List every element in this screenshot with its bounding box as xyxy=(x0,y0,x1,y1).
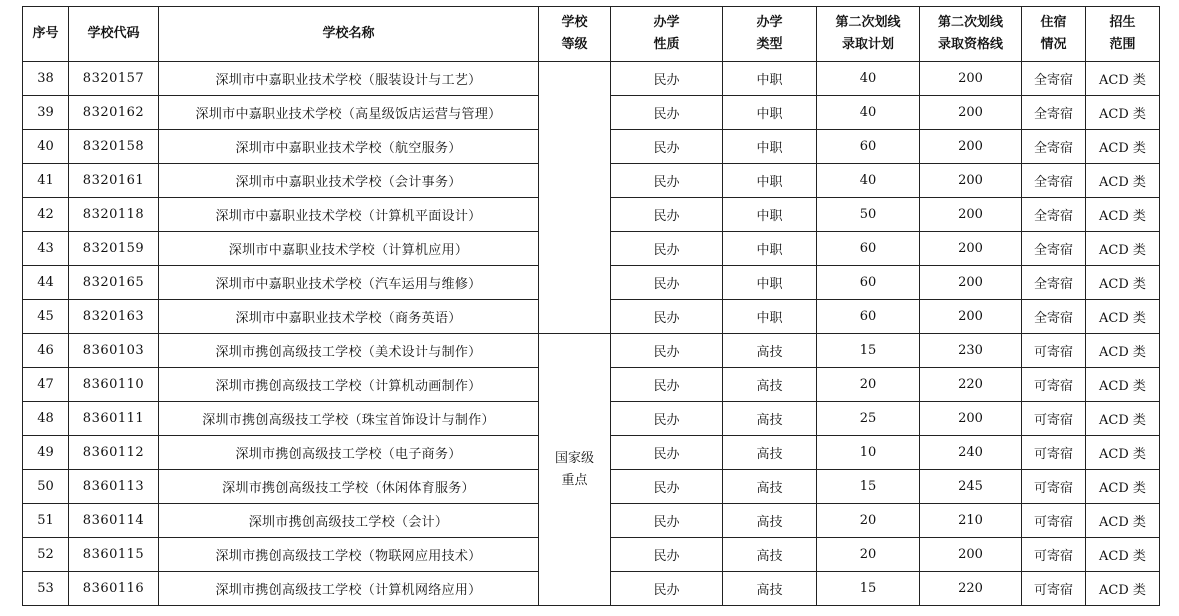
cell-score: 200 xyxy=(920,130,1022,164)
cell-score: 200 xyxy=(920,402,1022,436)
cell-school-name: 深圳市中嘉职业技术学校（航空服务） xyxy=(159,130,539,164)
cell-type: 中职 xyxy=(723,232,817,266)
cell-school-name: 深圳市中嘉职业技术学校（计算机平面设计） xyxy=(159,198,539,232)
cell-dorm: 可寄宿 xyxy=(1022,334,1086,368)
cell-plan: 60 xyxy=(817,130,920,164)
cell-plan: 60 xyxy=(817,232,920,266)
cell-plan: 15 xyxy=(817,334,920,368)
table-body xyxy=(23,62,1160,606)
cell-plan: 15 xyxy=(817,470,920,504)
cell-type: 高技 xyxy=(723,572,817,606)
cell-type: 中职 xyxy=(723,300,817,334)
cell-seq: 53 xyxy=(23,572,69,606)
cell-range: ACD 类 xyxy=(1086,368,1160,402)
cell-school-name: 深圳市携创高级技工学校（休闲体育服务） xyxy=(159,470,539,504)
cell-seq: 47 xyxy=(23,368,69,402)
cell-dorm: 全寄宿 xyxy=(1022,130,1086,164)
cell-code: 8360114 xyxy=(69,504,159,538)
cell-dorm: 全寄宿 xyxy=(1022,266,1086,300)
cell-range: ACD 类 xyxy=(1086,504,1160,538)
cell-score: 220 xyxy=(920,572,1022,606)
cell-seq: 46 xyxy=(23,334,69,368)
admission-table xyxy=(22,6,1160,606)
cell-nature: 民办 xyxy=(611,266,723,300)
cell-code: 8320165 xyxy=(69,266,159,300)
cell-school-name: 深圳市中嘉职业技术学校（汽车运用与维修） xyxy=(159,266,539,300)
cell-nature: 民办 xyxy=(611,504,723,538)
cell-type: 中职 xyxy=(723,62,817,96)
header-name: 学校名称 xyxy=(159,7,539,62)
cell-nature: 民办 xyxy=(611,470,723,504)
cell-seq: 44 xyxy=(23,266,69,300)
cell-school-name: 深圳市携创高级技工学校（计算机网络应用） xyxy=(159,572,539,606)
cell-plan: 15 xyxy=(817,572,920,606)
cell-school-name: 深圳市携创高级技工学校（物联网应用技术） xyxy=(159,538,539,572)
cell-score: 200 xyxy=(920,164,1022,198)
cell-code: 8320118 xyxy=(69,198,159,232)
cell-nature: 民办 xyxy=(611,572,723,606)
cell-type: 高技 xyxy=(723,368,817,402)
cell-range: ACD 类 xyxy=(1086,334,1160,368)
cell-score: 200 xyxy=(920,538,1022,572)
header-seq: 序号 xyxy=(23,7,69,62)
cell-range: ACD 类 xyxy=(1086,300,1160,334)
cell-code: 8320162 xyxy=(69,96,159,130)
cell-school-name: 深圳市携创高级技工学校（珠宝首饰设计与制作） xyxy=(159,402,539,436)
cell-range: ACD 类 xyxy=(1086,572,1160,606)
table-row xyxy=(23,62,1160,96)
cell-nature: 民办 xyxy=(611,232,723,266)
cell-school-name: 深圳市携创高级技工学校（会计） xyxy=(159,504,539,538)
cell-nature: 民办 xyxy=(611,436,723,470)
cell-type: 高技 xyxy=(723,504,817,538)
header-plan: 第二次划线 录取计划 xyxy=(817,7,920,62)
cell-code: 8360110 xyxy=(69,368,159,402)
cell-nature: 民办 xyxy=(611,300,723,334)
cell-score: 240 xyxy=(920,436,1022,470)
cell-type: 中职 xyxy=(723,198,817,232)
cell-range: ACD 类 xyxy=(1086,130,1160,164)
cell-school-name: 深圳市携创高级技工学校（美术设计与制作） xyxy=(159,334,539,368)
cell-score: 200 xyxy=(920,62,1022,96)
cell-range: ACD 类 xyxy=(1086,266,1160,300)
cell-dorm: 可寄宿 xyxy=(1022,368,1086,402)
admission-table-page xyxy=(22,6,1160,606)
cell-nature: 民办 xyxy=(611,368,723,402)
cell-score: 200 xyxy=(920,266,1022,300)
cell-level-group-1 xyxy=(539,62,611,334)
cell-type: 高技 xyxy=(723,538,817,572)
table-row xyxy=(23,334,1160,368)
cell-range: ACD 类 xyxy=(1086,198,1160,232)
cell-score: 200 xyxy=(920,96,1022,130)
cell-plan: 20 xyxy=(817,504,920,538)
cell-seq: 49 xyxy=(23,436,69,470)
cell-seq: 52 xyxy=(23,538,69,572)
cell-range: ACD 类 xyxy=(1086,96,1160,130)
cell-dorm: 全寄宿 xyxy=(1022,198,1086,232)
cell-dorm: 可寄宿 xyxy=(1022,538,1086,572)
header-code: 学校代码 xyxy=(69,7,159,62)
cell-seq: 45 xyxy=(23,300,69,334)
cell-code: 8360111 xyxy=(69,402,159,436)
cell-level-group-2: 国家级 重点 xyxy=(539,334,611,606)
cell-code: 8360112 xyxy=(69,436,159,470)
cell-dorm: 全寄宿 xyxy=(1022,232,1086,266)
header-row xyxy=(23,7,1160,62)
cell-range: ACD 类 xyxy=(1086,402,1160,436)
cell-dorm: 可寄宿 xyxy=(1022,470,1086,504)
cell-code: 8320159 xyxy=(69,232,159,266)
cell-school-name: 深圳市携创高级技工学校（电子商务） xyxy=(159,436,539,470)
cell-type: 中职 xyxy=(723,164,817,198)
cell-seq: 42 xyxy=(23,198,69,232)
cell-dorm: 全寄宿 xyxy=(1022,300,1086,334)
cell-dorm: 可寄宿 xyxy=(1022,504,1086,538)
cell-type: 高技 xyxy=(723,334,817,368)
cell-type: 高技 xyxy=(723,470,817,504)
cell-type: 中职 xyxy=(723,266,817,300)
header-level: 学校 等级 xyxy=(539,7,611,62)
cell-plan: 60 xyxy=(817,300,920,334)
header-score: 第二次划线 录取资格线 xyxy=(920,7,1022,62)
cell-school-name: 深圳市中嘉职业技术学校（高星级饭店运营与管理） xyxy=(159,96,539,130)
cell-dorm: 全寄宿 xyxy=(1022,62,1086,96)
cell-seq: 39 xyxy=(23,96,69,130)
cell-nature: 民办 xyxy=(611,334,723,368)
cell-score: 245 xyxy=(920,470,1022,504)
cell-code: 8360116 xyxy=(69,572,159,606)
cell-dorm: 全寄宿 xyxy=(1022,164,1086,198)
cell-code: 8320161 xyxy=(69,164,159,198)
header-dorm: 住宿 情况 xyxy=(1022,7,1086,62)
cell-school-name: 深圳市中嘉职业技术学校（会计事务） xyxy=(159,164,539,198)
cell-type: 高技 xyxy=(723,436,817,470)
cell-nature: 民办 xyxy=(611,164,723,198)
cell-code: 8320157 xyxy=(69,62,159,96)
cell-school-name: 深圳市中嘉职业技术学校（计算机应用） xyxy=(159,232,539,266)
cell-type: 中职 xyxy=(723,96,817,130)
cell-school-name: 深圳市中嘉职业技术学校（服装设计与工艺） xyxy=(159,62,539,96)
cell-seq: 41 xyxy=(23,164,69,198)
cell-plan: 20 xyxy=(817,368,920,402)
cell-nature: 民办 xyxy=(611,538,723,572)
cell-nature: 民办 xyxy=(611,198,723,232)
cell-nature: 民办 xyxy=(611,402,723,436)
cell-score: 200 xyxy=(920,300,1022,334)
cell-code: 8360103 xyxy=(69,334,159,368)
cell-plan: 40 xyxy=(817,96,920,130)
cell-code: 8320163 xyxy=(69,300,159,334)
cell-range: ACD 类 xyxy=(1086,538,1160,572)
cell-range: ACD 类 xyxy=(1086,164,1160,198)
cell-nature: 民办 xyxy=(611,62,723,96)
cell-range: ACD 类 xyxy=(1086,62,1160,96)
cell-range: ACD 类 xyxy=(1086,436,1160,470)
cell-seq: 40 xyxy=(23,130,69,164)
cell-range: ACD 类 xyxy=(1086,232,1160,266)
cell-school-name: 深圳市携创高级技工学校（计算机动画制作） xyxy=(159,368,539,402)
cell-code: 8360115 xyxy=(69,538,159,572)
cell-dorm: 可寄宿 xyxy=(1022,402,1086,436)
cell-seq: 43 xyxy=(23,232,69,266)
cell-plan: 40 xyxy=(817,62,920,96)
cell-plan: 60 xyxy=(817,266,920,300)
cell-nature: 民办 xyxy=(611,96,723,130)
cell-seq: 50 xyxy=(23,470,69,504)
header-range: 招生 范围 xyxy=(1086,7,1160,62)
cell-plan: 50 xyxy=(817,198,920,232)
cell-seq: 38 xyxy=(23,62,69,96)
cell-dorm: 全寄宿 xyxy=(1022,96,1086,130)
cell-plan: 25 xyxy=(817,402,920,436)
cell-score: 200 xyxy=(920,198,1022,232)
header-nature: 办学 性质 xyxy=(611,7,723,62)
cell-code: 8320158 xyxy=(69,130,159,164)
cell-plan: 40 xyxy=(817,164,920,198)
cell-score: 220 xyxy=(920,368,1022,402)
cell-code: 8360113 xyxy=(69,470,159,504)
cell-score: 230 xyxy=(920,334,1022,368)
cell-plan: 20 xyxy=(817,538,920,572)
cell-range: ACD 类 xyxy=(1086,470,1160,504)
cell-type: 中职 xyxy=(723,130,817,164)
cell-seq: 51 xyxy=(23,504,69,538)
cell-seq: 48 xyxy=(23,402,69,436)
header-type: 办学 类型 xyxy=(723,7,817,62)
cell-type: 高技 xyxy=(723,402,817,436)
cell-school-name: 深圳市中嘉职业技术学校（商务英语） xyxy=(159,300,539,334)
cell-score: 200 xyxy=(920,232,1022,266)
cell-dorm: 可寄宿 xyxy=(1022,572,1086,606)
cell-plan: 10 xyxy=(817,436,920,470)
cell-score: 210 xyxy=(920,504,1022,538)
cell-nature: 民办 xyxy=(611,130,723,164)
cell-dorm: 可寄宿 xyxy=(1022,436,1086,470)
